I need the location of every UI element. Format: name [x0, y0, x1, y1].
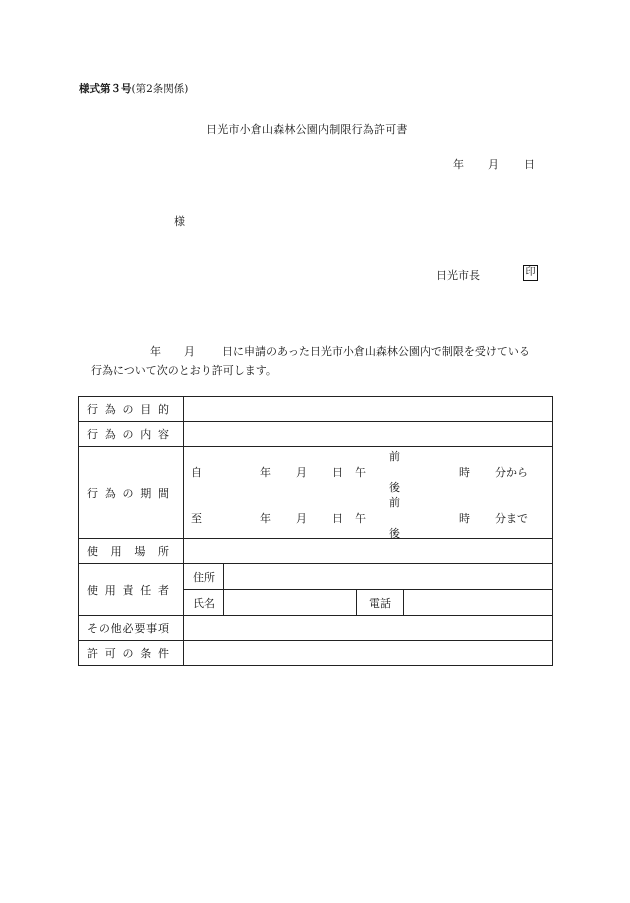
- period-to-hour: 時: [459, 512, 470, 525]
- address-label: 住所: [184, 564, 224, 590]
- other-value: [184, 616, 553, 641]
- period-to-noon: 午: [355, 512, 366, 525]
- table-row: [79, 447, 553, 539]
- table-row: [79, 616, 553, 641]
- period-to-year: 年: [260, 512, 271, 525]
- purpose-value: [184, 397, 553, 422]
- period-to: 至: [191, 512, 202, 525]
- period-from-month: 月: [296, 466, 307, 479]
- table-row: [79, 539, 553, 564]
- issuer: 日光市長: [436, 269, 480, 282]
- table-row: [79, 422, 553, 447]
- form-relation: (第2条関係): [131, 83, 189, 95]
- period-to-suffix: 分まで: [495, 512, 528, 525]
- table-row: [79, 641, 553, 666]
- period-from-day: 日: [332, 466, 343, 479]
- content-label: 行為の内容: [79, 422, 184, 447]
- period-value: [184, 447, 553, 539]
- permit-table: [78, 396, 553, 666]
- period-from-pm: 後: [389, 481, 400, 494]
- period-label: 行為の期間: [79, 447, 184, 539]
- document-title: 日光市小倉山森林公園内制限行為許可書: [206, 123, 408, 136]
- table-row: [79, 564, 553, 590]
- phone-label: 電話: [357, 590, 404, 616]
- period-from-suffix: 分から: [495, 466, 528, 479]
- place-label: 使用場所: [79, 539, 184, 564]
- form-number-label: 様式第３号: [79, 83, 132, 95]
- date-day: 日: [524, 158, 535, 171]
- period-from-year: 年: [260, 466, 271, 479]
- table-row: [79, 397, 553, 422]
- period-to-day: 日: [332, 512, 343, 525]
- body-line-2: 行為について次のとおり許可します。: [91, 364, 277, 377]
- date-year: 年: [453, 158, 464, 171]
- period-from: 自: [191, 466, 202, 479]
- purpose-label: 行為の目的: [79, 397, 184, 422]
- name-value: [224, 590, 357, 616]
- date-month: 月: [488, 158, 499, 171]
- form-number: [79, 81, 188, 96]
- period-from-am: 前: [389, 450, 400, 463]
- content-value: [184, 422, 553, 447]
- body-line1-text: 日に申請のあった日光市小倉山森林公園内で制限を受けている: [222, 345, 530, 358]
- period-from-noon: 午: [355, 466, 366, 479]
- address-value: [224, 564, 553, 590]
- other-label: その他必要事項: [79, 616, 184, 641]
- period-to-month: 月: [296, 512, 307, 525]
- conditions-value: [184, 641, 553, 666]
- seal-mark: 印: [523, 265, 538, 281]
- place-value: [184, 539, 553, 564]
- period-to-pm: 後: [389, 527, 400, 540]
- period-to-am: 前: [389, 496, 400, 509]
- name-label: 氏名: [184, 590, 224, 616]
- addressee-suffix: 様: [174, 215, 185, 228]
- period-from-hour: 時: [459, 466, 470, 479]
- conditions-label: 許可の条件: [79, 641, 184, 666]
- phone-value: [404, 590, 553, 616]
- body-year: 年: [150, 345, 161, 358]
- responsible-label: 使用責任者: [79, 564, 184, 616]
- body-month: 月: [184, 345, 195, 358]
